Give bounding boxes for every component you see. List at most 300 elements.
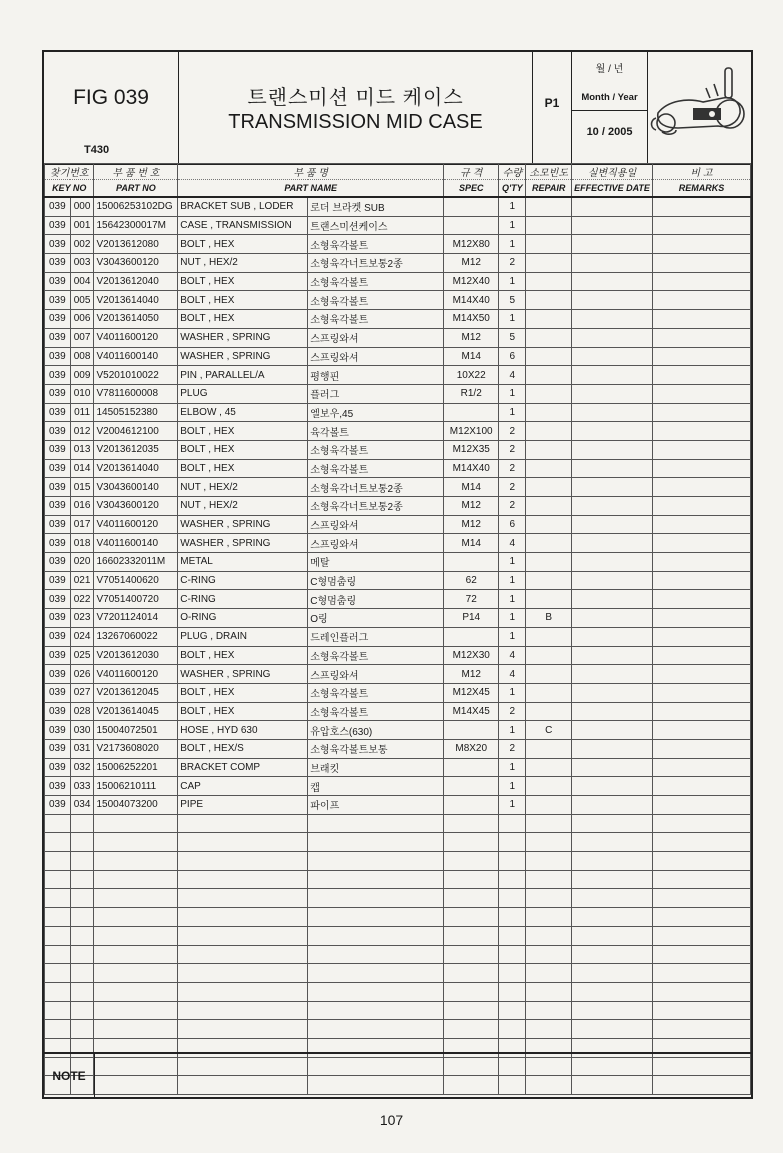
cell-key: 001	[70, 216, 94, 235]
cell-spec: M12	[444, 254, 499, 273]
cell-name-en: BOLT , HEX	[178, 646, 308, 665]
cell-repair	[526, 422, 572, 441]
cell-name-ko: 플러그	[308, 384, 444, 403]
cell-repair	[526, 328, 572, 347]
empty-cell	[572, 665, 653, 684]
empty-cell	[70, 870, 94, 889]
table-row	[45, 291, 751, 310]
cell-part: V2004612100	[94, 422, 178, 441]
empty-cell	[652, 852, 750, 871]
cell-qty: 4	[499, 646, 526, 665]
cell-fig: 039	[45, 665, 71, 684]
empty-cell	[499, 833, 526, 852]
cell-spec	[444, 627, 499, 646]
empty-cell	[444, 908, 499, 927]
empty-cell	[572, 347, 653, 366]
cell-fig: 039	[45, 197, 71, 216]
empty-cell	[308, 814, 444, 833]
empty-cell	[526, 945, 572, 964]
cell-spec: M12X40	[444, 272, 499, 291]
empty-cell	[652, 739, 750, 758]
table-row	[45, 235, 751, 254]
cell-name-en: O-RING	[178, 609, 308, 628]
cell-name-ko: C형멈춤링	[308, 590, 444, 609]
empty-cell	[652, 889, 750, 908]
cell-qty: 1	[499, 310, 526, 329]
cell-fig: 039	[45, 328, 71, 347]
empty-cell	[572, 852, 653, 871]
cell-name-en: BOLT , HEX	[178, 235, 308, 254]
empty-cell	[444, 852, 499, 871]
cell-key: 018	[70, 534, 94, 553]
table-row	[45, 646, 751, 665]
cell-name-ko: 평행핀	[308, 366, 444, 385]
cell-spec	[444, 403, 499, 422]
empty-cell	[572, 721, 653, 740]
cell-name-en: BOLT , HEX	[178, 291, 308, 310]
empty-cell	[308, 1001, 444, 1020]
cell-part: V7051400620	[94, 571, 178, 590]
cell-name-ko: 로더 브라켓 SUB	[308, 197, 444, 216]
table-row	[45, 721, 751, 740]
empty-cell	[45, 982, 71, 1001]
cell-name-ko: 소형육각볼트	[308, 683, 444, 702]
cell-name-en: NUT , HEX/2	[178, 254, 308, 273]
cell-key: 004	[70, 272, 94, 291]
col-qty: Q'TY	[499, 180, 526, 198]
cell-key: 034	[70, 796, 94, 815]
cell-key: 026	[70, 665, 94, 684]
cell-qty: 1	[499, 571, 526, 590]
cell-name-en: WASHER , SPRING	[178, 328, 308, 347]
empty-cell	[499, 964, 526, 983]
cell-part: V4011600120	[94, 665, 178, 684]
cell-qty: 2	[499, 478, 526, 497]
cell-part: V2013614050	[94, 310, 178, 329]
empty-cell	[444, 870, 499, 889]
cell-key: 031	[70, 739, 94, 758]
cell-repair	[526, 384, 572, 403]
empty-cell	[308, 1020, 444, 1039]
cell-name-en: CASE , TRANSMISSION	[178, 216, 308, 235]
cell-fig: 039	[45, 777, 71, 796]
empty-cell	[70, 964, 94, 983]
table-row	[45, 347, 751, 366]
empty-cell	[499, 926, 526, 945]
empty-cell	[652, 328, 750, 347]
note-label: NOTE	[44, 1054, 95, 1099]
cell-name-ko: 소형육각볼트	[308, 459, 444, 478]
cell-qty: 1	[499, 683, 526, 702]
cell-fig: 039	[45, 571, 71, 590]
cell-part: V2173608020	[94, 739, 178, 758]
cell-spec: M14X40	[444, 291, 499, 310]
cell-fig: 039	[45, 347, 71, 366]
empty-cell	[652, 702, 750, 721]
col-date: EFFECTIVE DATE	[572, 180, 653, 198]
cell-qty: 1	[499, 216, 526, 235]
cell-fig: 039	[45, 702, 71, 721]
cell-fig: 039	[45, 291, 71, 310]
cell-qty: 6	[499, 347, 526, 366]
empty-cell	[572, 235, 653, 254]
empty-cell	[652, 384, 750, 403]
month-year-label: Month / Year	[581, 92, 638, 103]
empty-cell	[444, 889, 499, 908]
cell-spec	[444, 216, 499, 235]
cell-name-ko: 스프링와셔	[308, 347, 444, 366]
cell-part: V7201124014	[94, 609, 178, 628]
empty-cell	[94, 889, 178, 908]
empty-cell	[652, 982, 750, 1001]
cell-name-en: WASHER , SPRING	[178, 347, 308, 366]
cell-key: 002	[70, 235, 94, 254]
cell-spec: M12X30	[444, 646, 499, 665]
cell-name-ko: 트랜스미션케이스	[308, 216, 444, 235]
empty-cell	[652, 272, 750, 291]
empty-cell	[652, 366, 750, 385]
empty-cell	[572, 964, 653, 983]
cell-spec: M14	[444, 478, 499, 497]
empty-cell	[652, 440, 750, 459]
cell-part: 15006253102DG	[94, 197, 178, 216]
empty-cell	[526, 1020, 572, 1039]
cell-spec: M12X80	[444, 235, 499, 254]
cell-repair	[526, 347, 572, 366]
empty-cell	[444, 814, 499, 833]
empty-cell	[652, 758, 750, 777]
empty-cell	[45, 814, 71, 833]
cell-spec: M12	[444, 515, 499, 534]
empty-cell	[572, 440, 653, 459]
cell-key: 024	[70, 627, 94, 646]
cell-fig: 039	[45, 366, 71, 385]
cell-spec: M12X100	[444, 422, 499, 441]
empty-cell	[70, 889, 94, 908]
cell-spec: M14X40	[444, 459, 499, 478]
cell-part: 16602332011M	[94, 553, 178, 572]
cell-qty: 2	[499, 739, 526, 758]
empty-cell	[572, 739, 653, 758]
empty-cell	[652, 235, 750, 254]
empty-cell	[652, 534, 750, 553]
cell-name-en: BOLT , HEX	[178, 310, 308, 329]
empty-cell	[178, 1001, 308, 1020]
table-row	[45, 945, 751, 964]
empty-cell	[94, 926, 178, 945]
empty-cell	[652, 347, 750, 366]
cell-repair	[526, 796, 572, 815]
cell-name-ko: 육각볼트	[308, 422, 444, 441]
col-name: PART NAME	[178, 180, 444, 198]
cell-fig: 039	[45, 627, 71, 646]
empty-cell	[572, 1001, 653, 1020]
empty-cell	[572, 291, 653, 310]
cell-name-ko: 드레인플러그	[308, 627, 444, 646]
empty-cell	[526, 908, 572, 927]
cell-key: 012	[70, 422, 94, 441]
empty-cell	[572, 216, 653, 235]
cell-name-ko: 스프링와셔	[308, 534, 444, 553]
cell-part: 15004072501	[94, 721, 178, 740]
table-row	[45, 665, 751, 684]
cell-qty: 1	[499, 758, 526, 777]
cell-qty: 2	[499, 702, 526, 721]
empty-cell	[652, 926, 750, 945]
cell-name-en: BOLT , HEX	[178, 272, 308, 291]
empty-cell	[652, 814, 750, 833]
empty-cell	[572, 889, 653, 908]
empty-cell	[572, 627, 653, 646]
cell-key: 020	[70, 553, 94, 572]
cell-spec	[444, 758, 499, 777]
empty-cell	[308, 908, 444, 927]
empty-cell	[572, 683, 653, 702]
empty-cell	[652, 515, 750, 534]
cell-key: 032	[70, 758, 94, 777]
cell-repair	[526, 197, 572, 216]
table-row	[45, 197, 751, 216]
table-row	[45, 422, 751, 441]
column-header-english	[45, 180, 751, 198]
cell-name-en: WASHER , SPRING	[178, 515, 308, 534]
cell-repair	[526, 272, 572, 291]
table-row	[45, 889, 751, 908]
cell-repair	[526, 254, 572, 273]
empty-cell	[652, 422, 750, 441]
empty-cell	[572, 366, 653, 385]
cell-repair	[526, 534, 572, 553]
empty-cell	[45, 964, 71, 983]
empty-cell	[444, 833, 499, 852]
cell-part: V2013612035	[94, 440, 178, 459]
col-key-ko: 찾기번호	[45, 164, 94, 180]
cell-key: 016	[70, 497, 94, 516]
cell-fig: 039	[45, 646, 71, 665]
cell-name-ko: 캡	[308, 777, 444, 796]
empty-cell	[652, 796, 750, 815]
empty-cell	[94, 852, 178, 871]
cell-name-en: METAL	[178, 553, 308, 572]
cell-part: 15004073200	[94, 796, 178, 815]
cell-key: 028	[70, 702, 94, 721]
cell-name-en: PLUG , DRAIN	[178, 627, 308, 646]
cell-name-ko: 메탈	[308, 553, 444, 572]
cell-qty: 1	[499, 553, 526, 572]
empty-cell	[45, 1020, 71, 1039]
cell-key: 015	[70, 478, 94, 497]
cell-qty: 4	[499, 534, 526, 553]
cell-spec: M12	[444, 665, 499, 684]
table-row	[45, 553, 751, 572]
cell-repair	[526, 646, 572, 665]
empty-cell	[308, 889, 444, 908]
cell-key: 014	[70, 459, 94, 478]
cell-qty: 5	[499, 291, 526, 310]
empty-cell	[652, 870, 750, 889]
empty-cell	[94, 814, 178, 833]
table-row	[45, 497, 751, 516]
cell-qty: 1	[499, 384, 526, 403]
empty-cell	[572, 590, 653, 609]
col-part-ko: 부 품 번 호	[94, 164, 178, 180]
cell-spec: M8X20	[444, 739, 499, 758]
cell-spec	[444, 721, 499, 740]
table-row	[45, 852, 751, 871]
empty-cell	[572, 328, 653, 347]
cell-qty: 1	[499, 777, 526, 796]
cell-part: V2013614045	[94, 702, 178, 721]
cell-key: 005	[70, 291, 94, 310]
empty-cell	[572, 310, 653, 329]
table-row	[45, 384, 751, 403]
cell-name-ko: 소형육각볼트	[308, 310, 444, 329]
empty-cell	[308, 982, 444, 1001]
empty-cell	[652, 478, 750, 497]
empty-cell	[45, 852, 71, 871]
cell-part: 14505152380	[94, 403, 178, 422]
cell-name-en: HOSE , HYD 630	[178, 721, 308, 740]
empty-cell	[45, 1001, 71, 1020]
cell-repair	[526, 553, 572, 572]
empty-cell	[444, 1001, 499, 1020]
empty-cell	[652, 1020, 750, 1039]
empty-cell	[444, 945, 499, 964]
page-label: P1	[544, 96, 560, 110]
empty-cell	[178, 814, 308, 833]
cell-name-ko: 파이프	[308, 796, 444, 815]
empty-cell	[572, 254, 653, 273]
cell-key: 010	[70, 384, 94, 403]
table-row	[45, 870, 751, 889]
cell-name-ko: 소형육각볼트	[308, 440, 444, 459]
cell-key: 006	[70, 310, 94, 329]
empty-cell	[444, 964, 499, 983]
empty-cell	[444, 926, 499, 945]
col-qty-ko: 수량	[499, 164, 526, 180]
cell-fig: 039	[45, 216, 71, 235]
note-section	[44, 1052, 751, 1099]
model-label: T430	[84, 144, 110, 156]
cell-name-ko: C형멈춤링	[308, 571, 444, 590]
cell-key: 011	[70, 403, 94, 422]
cell-spec: M12	[444, 497, 499, 516]
cell-name-en: PIPE	[178, 796, 308, 815]
empty-cell	[70, 1020, 94, 1039]
cell-spec: M14X50	[444, 310, 499, 329]
cell-spec	[444, 777, 499, 796]
table-row	[45, 534, 751, 553]
cell-key: 033	[70, 777, 94, 796]
empty-cell	[526, 889, 572, 908]
col-spec-ko: 규 격	[444, 164, 499, 180]
cell-repair	[526, 590, 572, 609]
empty-cell	[499, 945, 526, 964]
empty-cell	[572, 833, 653, 852]
empty-cell	[572, 272, 653, 291]
cell-part: V3043600120	[94, 497, 178, 516]
cell-qty: 2	[499, 440, 526, 459]
empty-cell	[526, 814, 572, 833]
cell-spec: R1/2	[444, 384, 499, 403]
cell-repair	[526, 571, 572, 590]
cell-name-en: BOLT , HEX	[178, 440, 308, 459]
cell-fig: 039	[45, 796, 71, 815]
title-english: TRANSMISSION MID CASE	[228, 111, 483, 133]
empty-cell	[652, 609, 750, 628]
empty-cell	[652, 497, 750, 516]
empty-cell	[652, 1001, 750, 1020]
cell-name-ko: 유압호스(630)	[308, 721, 444, 740]
cell-name-ko: 스프링와셔	[308, 328, 444, 347]
cell-key: 021	[70, 571, 94, 590]
empty-cell	[178, 926, 308, 945]
cell-repair	[526, 478, 572, 497]
cell-part: V5201010022	[94, 366, 178, 385]
table-row	[45, 254, 751, 273]
cell-name-ko: 엘보우,45	[308, 403, 444, 422]
cell-qty: 1	[499, 609, 526, 628]
empty-cell	[572, 1020, 653, 1039]
empty-cell	[94, 945, 178, 964]
empty-cell	[70, 945, 94, 964]
empty-cell	[94, 908, 178, 927]
cell-part: V2013612080	[94, 235, 178, 254]
cell-fig: 039	[45, 515, 71, 534]
cell-key: 003	[70, 254, 94, 273]
cell-spec: M12X45	[444, 683, 499, 702]
cell-part: V2013614040	[94, 459, 178, 478]
empty-cell	[652, 665, 750, 684]
empty-cell	[652, 721, 750, 740]
empty-cell	[572, 384, 653, 403]
empty-cell	[572, 926, 653, 945]
cell-fig: 039	[45, 384, 71, 403]
cell-part: V3043600140	[94, 478, 178, 497]
empty-cell	[526, 964, 572, 983]
table-row	[45, 590, 751, 609]
cell-repair	[526, 440, 572, 459]
cell-name-en: ELBOW , 45	[178, 403, 308, 422]
empty-cell	[572, 777, 653, 796]
cell-fig: 039	[45, 553, 71, 572]
cell-name-en: BOLT , HEX	[178, 702, 308, 721]
cell-repair	[526, 235, 572, 254]
empty-cell	[572, 497, 653, 516]
empty-cell	[572, 534, 653, 553]
cell-repair	[526, 627, 572, 646]
cell-qty: 2	[499, 254, 526, 273]
cell-name-en: WASHER , SPRING	[178, 534, 308, 553]
empty-cell	[652, 291, 750, 310]
cell-qty: 5	[499, 328, 526, 347]
empty-cell	[499, 870, 526, 889]
empty-cell	[652, 646, 750, 665]
cell-key: 007	[70, 328, 94, 347]
table-row	[45, 216, 751, 235]
cell-fig: 039	[45, 739, 71, 758]
empty-cell	[572, 646, 653, 665]
cell-name-ko: 소형육각볼트	[308, 272, 444, 291]
cell-repair	[526, 497, 572, 516]
empty-cell	[572, 197, 653, 216]
empty-cell	[308, 945, 444, 964]
table-row	[45, 833, 751, 852]
empty-cell	[94, 964, 178, 983]
cell-name-en: BOLT , HEX	[178, 459, 308, 478]
sheet-header	[44, 52, 751, 165]
cell-repair	[526, 739, 572, 758]
